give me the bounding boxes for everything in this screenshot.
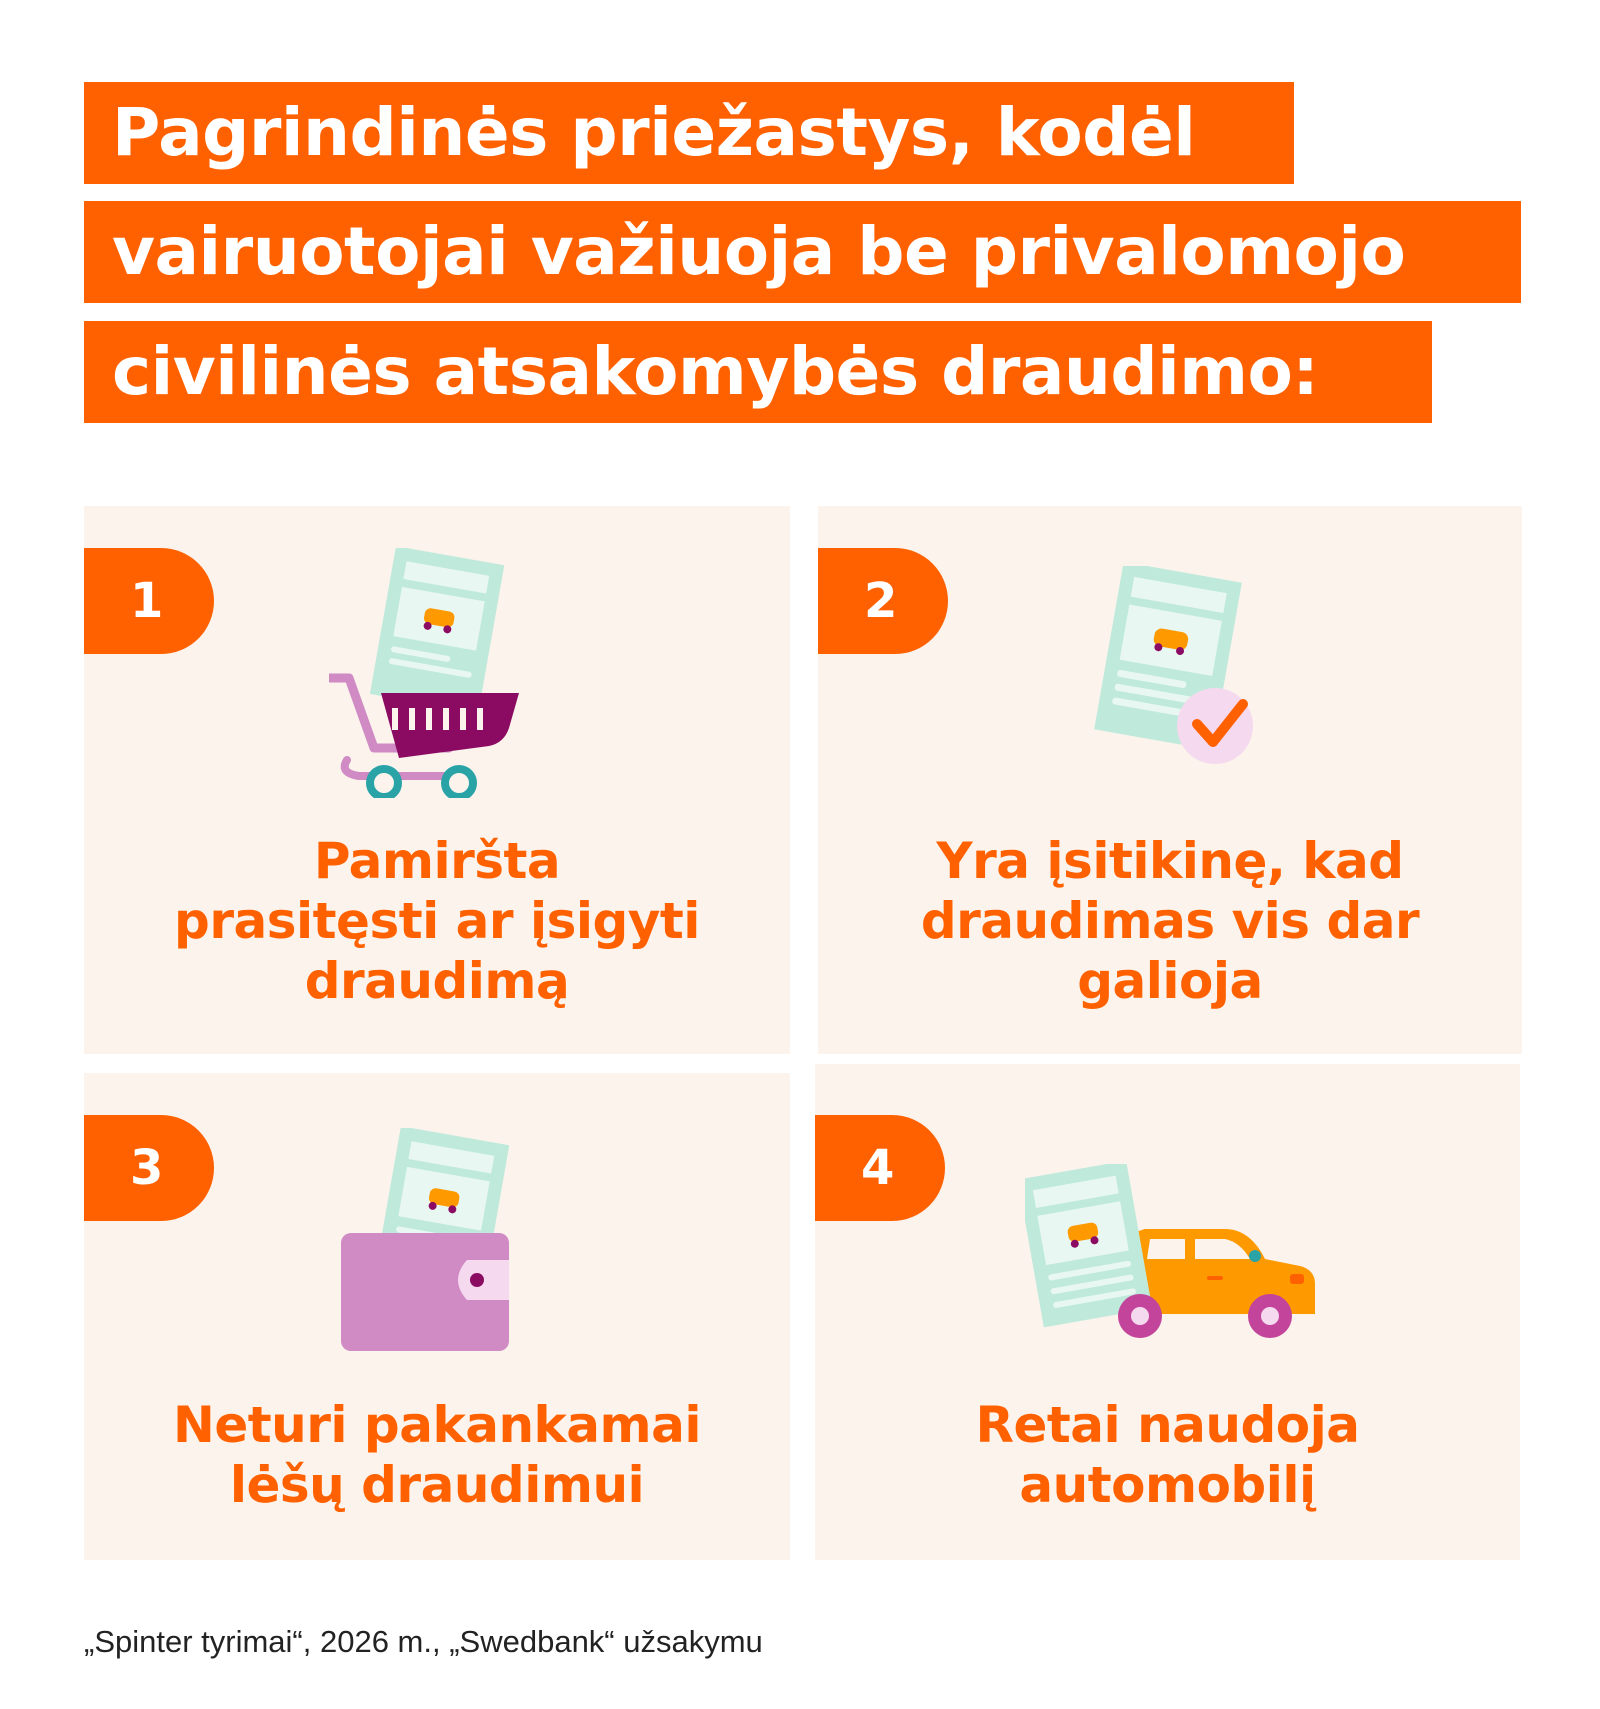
number-badge-1: 1: [84, 548, 214, 654]
reason-card-4: [815, 1064, 1520, 1560]
insurance-policy-with-checkmark-icon: [1093, 566, 1263, 786]
reason-card-3: [84, 1073, 790, 1560]
shopping-cart-with-insurance-policy-icon: [329, 548, 529, 798]
number-badge-2: 2: [818, 548, 948, 654]
reason-text-1: Pamiršta prasitęsti ar įsigyti draudimą: [174, 832, 700, 1010]
title-line-2: vairuotojai važiuoja be privalomojo: [84, 201, 1521, 303]
source-note: „Spinter tyrimai“, 2026 m., „Swedbank“ užsakymu: [84, 1624, 763, 1659]
car-with-insurance-policy-icon: [1025, 1164, 1325, 1354]
wallet-with-insurance-policy-icon: [339, 1128, 529, 1353]
reason-text-3: Neturi pakankamai lėšų draudimui: [172, 1396, 702, 1514]
title-line-3: civilinės atsakomybės draudimo:: [84, 321, 1432, 423]
number-badge-3: 3: [84, 1115, 214, 1221]
number-badge-4: 4: [815, 1115, 945, 1221]
reason-card-2: [818, 506, 1522, 1054]
reason-card-1: [84, 506, 790, 1054]
reason-text-2: Yra įsitikinę, kad draudimas vis dar galioja: [920, 832, 1420, 1010]
title-line-1: Pagrindinės priežastys, kodėl: [84, 82, 1294, 184]
reason-text-4: Retai naudoja automobilį: [975, 1396, 1360, 1514]
